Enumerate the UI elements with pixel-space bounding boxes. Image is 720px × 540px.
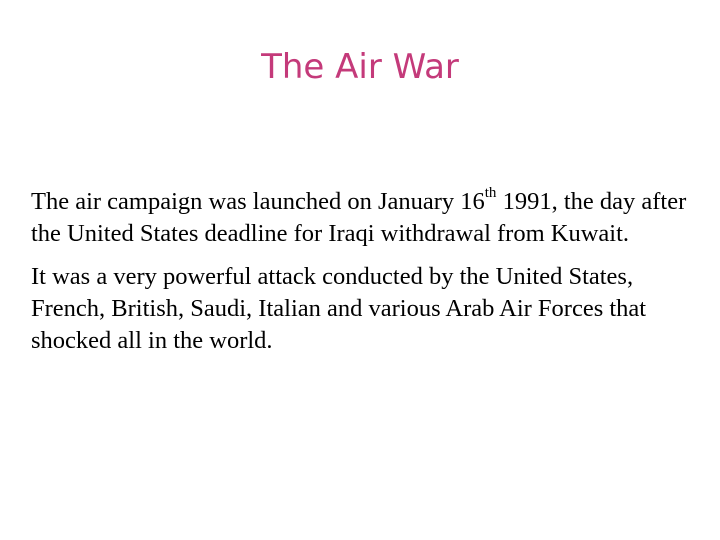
ordinal-superscript: th xyxy=(484,184,497,201)
paragraph-attack-description: It was a very powerful attack conducted by the United States, French, British, Saudi, Italian and various Arab Air Forces that shocked all in the world. xyxy=(31,263,647,354)
slide-title: The Air War xyxy=(261,47,459,87)
paragraph-1-text-start: The air campaign was launched on January 16 xyxy=(31,188,485,215)
paragraph-1-text-end: 1991, the day after the United States deadline for Iraqi withdrawal from Kuwait. xyxy=(31,188,687,247)
paragraph-campaign-launch xyxy=(31,186,701,250)
slide-body xyxy=(31,186,701,368)
